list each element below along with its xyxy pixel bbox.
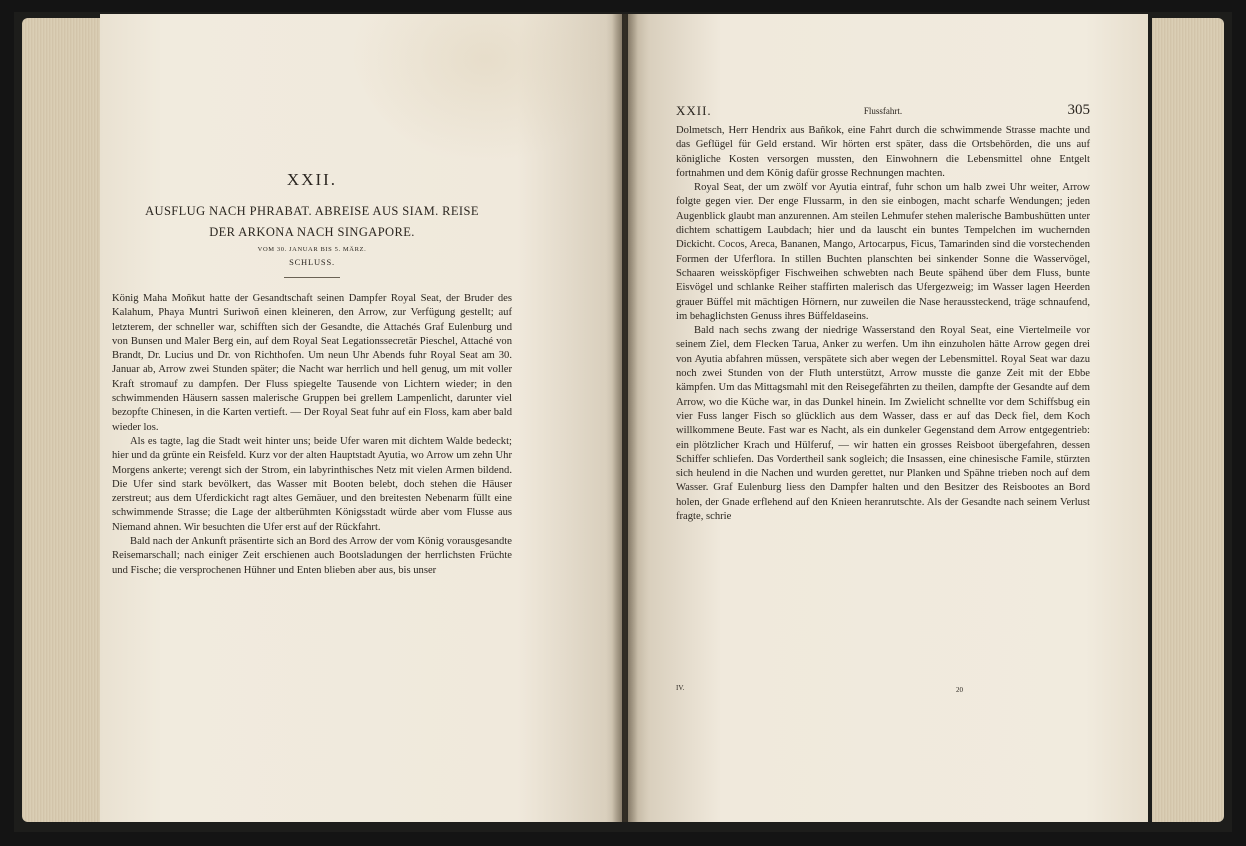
header-section-title: Flussfahrt.: [863, 106, 903, 116]
book-gutter: [612, 14, 638, 822]
page-number: 305: [1067, 102, 1090, 118]
header-chapter: XXII.: [676, 103, 712, 118]
chapter-title-line1: AUSFLUG NACH PHRABAT. ABREISE AUS SIAM. REISE: [145, 204, 479, 218]
chapter-title-line2: DER ARKONA NACH SINGAPORE.: [209, 225, 415, 239]
paragraph: Bald nach der Ankunft präsentirte sich an Bord des Arrow der vom König vorausgesandte Reisemarschall; nach einiger Zeit erschienen auch Bootsladungen der herrlichsten Früchte und Fische; die versprochenen Hühner und Enten blieben aber aus, bis unser: [112, 536, 512, 576]
chapter-date-range: VOM 30. JANUAR BIS 5. MÄRZ.: [257, 246, 367, 253]
left-page-edges: [22, 18, 104, 822]
left-page-body: [112, 292, 512, 578]
paper-stain: [350, 14, 620, 164]
page-footer: [676, 684, 1090, 696]
paragraph: König Maha Moñkut hatte der Gesandtschaft seinen Dampfer Royal Seat, der Bruder des Kalahum, Phaya Muntri Suriwoñ einen kleineren, den Arrow, zur Verfügung gestellt; auf letzterem, der schneller war, schifften sich der Gesandte, die Attachés Graf Eulenburg und von Bunsen und Maler Berg ein, auf dem Royal Seat Legationssecretär Pieschel, Attaché von Brandt, Dr. Lucius und Dr. von Richthofen. Um neun Uhr Abends fuhr Royal Seat am 30. Januar ab, Arrow zwei Stunden später; die Nacht war herrlich und hell genug, um mit voller Kraft stromauf zu dampfen. Der Fluss spiegelte Tausende von Lichtern wieder; in den schwimmenden Häusern sassen malerische Gruppen bei grellem Lampenlicht, darunter viel bezopfte Chinesen, in die Karten vertieft. — Der Royal Seat fuhr auf ein Floss, kam aber bald wieder los.: [112, 293, 512, 433]
left-page-content: [112, 170, 512, 578]
right-page-edges: [1152, 18, 1224, 822]
signature-mark: 20: [956, 686, 963, 694]
volume-mark: IV.: [676, 684, 685, 692]
paragraph: Royal Seat, der um zwölf vor Ayutia eintraf, fuhr schon um halb zwei Uhr weiter, Arrow folgte gegen vier. Der enge Flussarm, in den sie einbogen, macht scharfe Wendungen; jeden Augenblick glaubt man anzurennen. Am steilen Lehmufer stehen malerische Bambushütten unter dichtem schattigem Laubdach; hier und da lauscht ein buntes Tempelchen im wuchernden Dickicht. Cocos, Areca, Bananen, Mango, Artocarpus, Ficus, Tamarinden sind die vorstechenden Formen der Uferflora. In stillen Buchten planschten bei sinkender Sonne die Wasservögel, Schaaren weissköpfiger Fischweihen schwebten nach Beute spähend über dem Fluss, bunte Eisvögel und schlanke Reiher staffirten malerisch das Ufergezweig; im Wasser lagen Heerden grauer Büffel mit mächtigen Hörnern, nur zuweilen die Nase heraussteckend, träge schnaufend, im behaglichsten Genuss ihres Büffeldaseins.: [676, 182, 1090, 322]
running-header: [676, 103, 1090, 119]
title-divider: [284, 277, 340, 278]
paragraph: Dolmetsch, Herr Hendrix aus Bañkok, eine Fahrt durch die schwimmende Strasse machte und das Geflügel für Geld erstand. Wir hörten erst später, dass die Ortsbehörden, die uns auf königliche Kosten versorgen mussten, den Einwohnern die Lebensmittel ohne Entgelt fortnahmen und dem König dafür grosse Rechnungen machten.: [676, 125, 1090, 179]
chapter-subtitle: SCHLUSS.: [289, 257, 335, 267]
paragraph: Als es tagte, lag die Stadt weit hinter uns; beide Ufer waren mit dichtem Walde bedeckt; hier und da grünte ein Reisfeld. Kurz vor der alten Hauptstadt Ayutia, wo Arrow um zehn Uhr Morgens ankerte; verengt sich der Strom, ein labyrinthisches Netz mit vielen Armen bildend. Die Ufer sind stark bevölkert, das Wasser mit Booten belebt, doch stehen die Häuser zerstreut; aus dem Uferdickicht ragt altes Gemäuer, und den breitesten Nebenarm füllt eine schwimmende Strasse; die Lage der altberühmten Königsstadt würde aber vom Flusse aus Niemand ahnen. Wir besuchten die Ufer erst auf der Rückfahrt.: [112, 435, 512, 533]
paragraph: Bald nach sechs zwang der niedrige Wasserstand den Royal Seat, eine Viertelmeile vor seinem Ziel, dem Flecken Tarua, Anker zu werfen. Um ihn einzuholen hätte Arrow gegen drei von Ayutia abfahren müssen, verspätete sich aber wegen der Lebensmittel. Royal Seat war dazu noch zwei Stunden von der Fluth unterstützt, Arrow musste die ganze Zeit mit der Ebbe kämpfen. Um das Mittagsmahl mit den Reisegefährten zu theilen, dampfte der Gesandte auf dem Arrow, wo die Küche war, in das Dunkel hinein. Im Zwielicht schnellte vor dem Schiffsbug ein vier Fuss langer Fisch so glücklich aus dem Wasser, dass er auf das Deck fiel, dem Koch willkommene Beute. Fast war es Nacht, als ein dunkeler Gegenstand dem Arrow entgegentrieb: ein plötzlicher Krach und Hülferuf, — wir hatten ein grosses Reisboot übergefahren, dessen Schiffer schliefen. Das Vordertheil sank sogleich; die Insassen, eine chinesische Famile, stürzten sich heulend in die Nachen und wurden gerettet, nur Planken und Spähne trieben noch auf dem Wasser. Graf Eulenburg liess den Dampfer halten und den Besitzer des Reisbootes an Bord holen, der Gnade erflehend auf den Knieen heranrutschte. Als der Gesandte nach seinem Verlust fragte, schrie: [676, 325, 1090, 523]
right-page-body: [676, 124, 1090, 524]
chapter-number: XXII.: [286, 170, 338, 189]
